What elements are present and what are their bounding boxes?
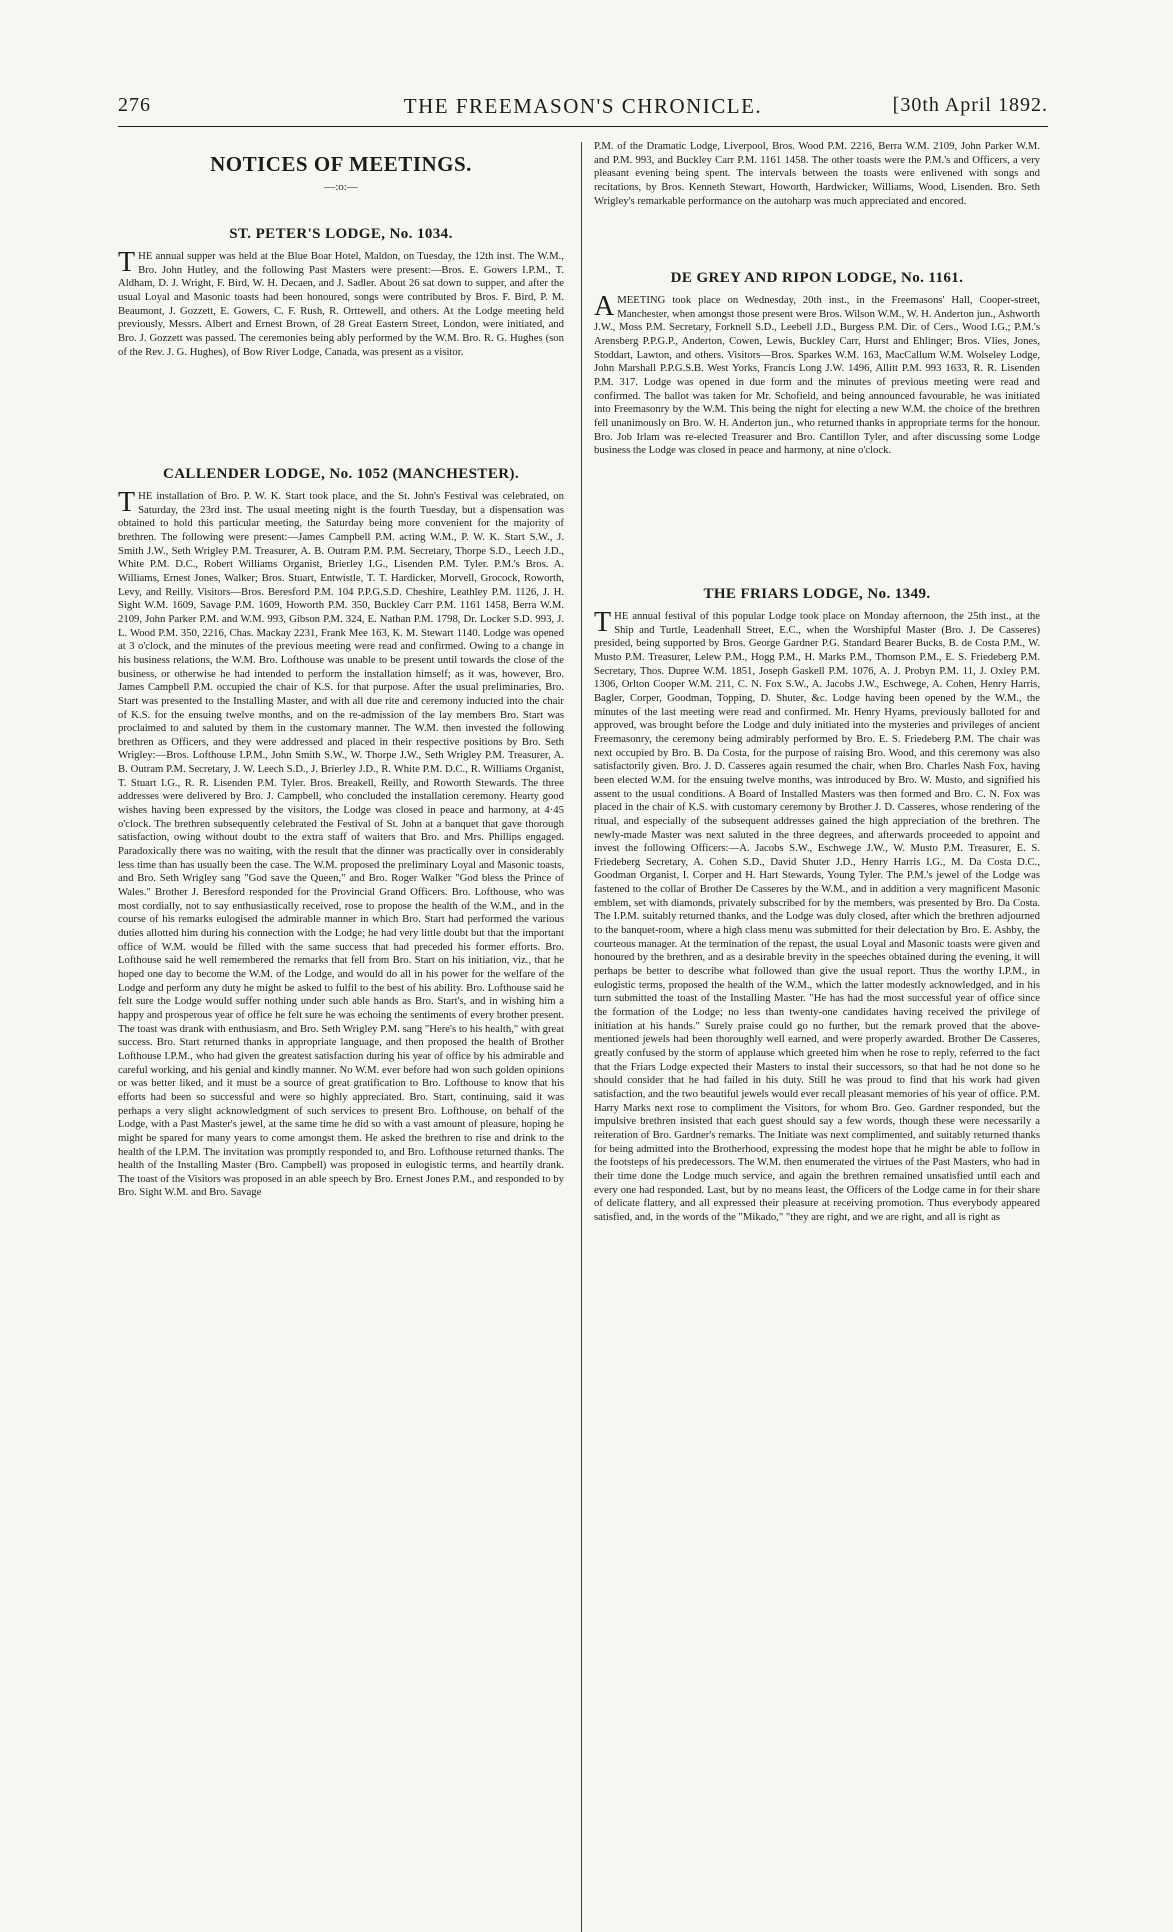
article-title: ST. PETER'S LODGE, No. 1034. — [229, 226, 453, 242]
article-continuation — [594, 140, 1040, 208]
article-body: THE installation of Bro. P. W. K. Start took place, and the St. John's Festival was celebrated, on Saturday, the 23rd inst. The usual meeting night is the fourth Tuesday, but a dispensation was obtained to hold this particular meeting, the Saturday being more convenient for the majority of brethren. The following were present:—James Campbell P.M. acting W.M., P. W. K. Start S.W., J. Smith J.W., Seth Wrigley P.M. Treasurer, A. B. Outram P.M. P.M. Secretary, Thorpe S.D., Leech J.D., White P.M. D.C., Robert Williams Organist, Brierley I.G., Lisenden P.M. Tyler. P.M.'s Bros. A. Williams, Ernest Jones, Walker; Bros. Stuart, Entwistle, T. T. Hardicker, Morvell, Grocock, Roworth, Levy, and Reilly. Visitors—Bros. Beresford P.M. 104 P.P.G.S.D. Cheshire, Leathley P.M. 1126, J. H. Sight W.M. 1609, Savage P.M. 1609, Howorth P.M. 350, Buckley Carr P.M. 1161 1458, Berra W.M. 2109, John Parker P.M. and W.M. 993, Gibson P.M. 324, E. Nathan P.M. 1798, Dr. Locker S.D. 993, J. L. Wood P.M. 350, 2216, Chas. Mackay 2231, Frank Mee 163, K. M. Stewart 1140. Lodge was opened at 3 o'clock, and the minutes of the previous meeting were read and confirmed. Owing to a change in his business relations, the W.M. Bro. Lofthouse was unable to be present until towards the close of the business, or otherwise he had intended to perform the installation himself; as it was, however, Bro. James Campbell P.M. occupied the chair of K.S. for that purpose. After the usual preliminaries, Bro. Start was presented to the Installing Master, and with all due rite and ceremony inducted into the chair of K.S. for the ensuing twelve months, and on the re-admission of the lay members Bro. Start was proclaimed to and saluted by them in the customary manner. The W.M. then invested the following brethren as Officers, and they were addressed and placed in their respective positions by Bro. Seth Wrigley:—Bros. Lofthouse I.P.M., John Smith S.W., W. Thorpe J.W., Seth Wrigley P.M. Treasurer, A. B. Outram P.M. Secretary, J. W. Leech S.D., J. Brierley J.D., R. White P.M. D.C., R. Williams Organist, T. Stuart I.G., R. R. Lisenden P.M. Tyler. Bros. Breakell, Reilly, and Roworth Stewards. The three addresses were delivered by Bro. J. Campbell, who concluded the installation ceremony. Hearty good wishes having been expressed by the visitors, the Lodge was closed in peace and harmony, at 4·45 o'clock. The brethren subsequently celebrated the Festival of St. John at a banquet that gave thorough satisfaction, owing without doubt to the extra staff of waiters that Bro. and Mrs. Phillips engaged. Paradoxically there was no waiting, with the result that the dinner was practically over in considerably less time than has usually been the case. The W.M. proposed the preliminary Loyal and Masonic toasts, and Bro. Seth Wrigley sang "God save the Queen," and Bro. Roger Walker "God bless the Prince of Wales." Brother J. Beresford responded for the Provincial Grand Officers. Bro. Lofthouse, who was most cordially, not to say enthusiastically received, rose to propose the health of the W.M., and in the course of his remarks eulogised the admirable manner in which Bro. Start had performed the various duties allotted him during his connection with the Lodge; he had very little doubt but that the important office of W.M. would be filled with the same success that had preceded his former efforts. Bro. Lofthouse said he well remembered the remarks that fell from Bro. Start on his initiation, viz., that he hoped one day to become the W.M. of the Lodge, and would do all in his power for the welfare of the Lodge and perform any duty he might be asked to fulfil to the best of his ability. Bro. Lofthouse said he felt sure the Lodge would suffer nothing under such able hands as Bro. Start's, and in wishing him a happy and prosperous year of office he felt sure he was echoing the sentiments of every brother present. The toast was drank with enthusiasm, and Bro. Seth Wrigley P.M. sang "Here's to his health," with great success. Bro. Start returned thanks in appropriate language, and then proposed the health of Brother Lofthouse I.P.M., who had given the greatest satisfaction during his year of office by his admirable and careful working, and his genial and kindly manner. No W.M. ever before had won such golden opinions or was better liked, and it must be a source of great gratification to Bro. Lofthouse to know that his efforts had been so successful and were so highly appreciated. Bro. Start, continuing, said it was perhaps a very slight acknowledgment of such services to present Bro. Lofthouse, on behalf of the Lodge, with a Past Master's jewel, at the same time he did so with a vast amount of pleasure, hoping he might be spared for many years to come amongst them. He asked the brethren to rise and drink to the health of the I.P.M. The invitation was promptly responded to, and Bro. Lofthouse returned thanks. The health of the Installing Master (Bro. Campbell) was proposed in eulogistic terms, and heartily drank. The toast of the Visitors was proposed in an able speech by Bro. Ernest Jones P.M., and responded to by Bro. Sight W.M. and Bro. Savage — [118, 487, 564, 1199]
article-st-peters — [118, 226, 564, 359]
article-body: AMEETING took place on Wednesday, 20th inst., in the Freemasons' Hall, Cooper-street, Manchester, when amongst those present were Bros. Wilson W.M., W. H. Anderton jun., Ashworth J.W., Moss P.M. Secretary, Forknell S.D., Leebell J.D., Burgess P.M. Dir. of Cers., Wood I.G.; P.M.'s Arensberg P.P.G.P., Anderton, Cowen, Lewis, Buckley Carr, Hurst and Ehlinger; Bros. Vlies, Jones, Stoddart, Lawton, and others. Visitors—Bros. Sparkes W.M. 163, MacCallum W.M. Wolseley Lodge, John Marshall P.P.G.S.B. West Yorks, Francis Long J.W. 1496, Allitt P.M. 993 1633, R. R. Lisenden P.M. 317. Lodge was opened in due form and the minutes of previous meeting were read and confirmed. The ballot was taken for Mr. Schofield, and being announced favourable, he was initiated into Freemasonry by the W.M. This being the night for electing a new W.M. the choice of the brethren fell unanimously on Bro. W. H. Anderton jun., who returned thanks in appropriate terms for the honour. Bro. Job Irlam was re-elected Treasurer and Bro. Cantillon Tyler, and after discussing some Lodge business the Lodge was closed in peace and harmony, at nine o'clock. — [594, 291, 1040, 457]
section-separator: —:o:— — [324, 181, 358, 193]
article-de-grey — [594, 270, 1040, 458]
article-title: DE GREY AND RIPON LODGE, No. 1161. — [670, 270, 964, 286]
column-divider — [581, 142, 582, 1932]
notices-header — [118, 152, 564, 203]
article-body: THE annual festival of this popular Lodge took place on Monday afternoon, the 25th inst., at the Ship and Turtle, Leadenhall Street, E.C., when the Worshipful Master (Bro. J. De Casseres) presided, being supported by Bros. George Gardner P.G. Standard Bearer Bucks, B. de Costa P.M., W. Musto P.M. Treasurer, Lelew P.M., Hogg P.M., H. Marks P.M., Thomson P.M., E. S. Friedeberg P.M. Secretary, Thos. Dupree W.M. 1851, Joseph Gaskell P.M. 1076, A. J. Probyn P.M. 11, J. Oxley P.M. 1306, Orlton Cooper W.M. 211, C. N. Fox S.W., A. Jacobs J.W., Eschwege, A. Cohen, Henry Harris, Bagler, Corper, Goodman, Topping, D. Shuter, &c. Lodge having been opened by the W.M., the minutes of the last meeting were read and confirmed. Mr. Henry Hyams, previously balloted for and approved, was brought before the Lodge and duly initiated into the mysteries and privileges of ancient Freemasonry, the ceremony being admirably performed by Bro. E. S. Friedeberg P.M. The chair was next occupied by Bro. B. Da Costa, for the purpose of raising Bro. Wood, and this ceremony was also satisfactorily given. Bro. J. D. Casseres again resumed the chair, when Bro. Charles Nash Fox, having been elected W.M. for the ensuing twelve months, was introduced by Bro. W. Musto, and signified his assent to the usual conditions. A Board of Installed Masters was then formed and Bro. C. N. Fox was placed in the chair of K.S. with customary ceremony by Brother J. D. Casseres, whose rendering of the ritual, and especially of the subsequent addresses gained the high appreciation of the brethren. The newly-made Master was next saluted in the three degrees, and afterwards proceeded to appoint and invest the following Officers:—A. Jacobs S.W., Eschwege J.W., W. Musto P.M. Treasurer, E. S. Friedeberg Secretary, A. Cohen S.D., David Shuter J.D., Henry Harris I.G., M. Da Costa D.C., Goodman Organist, I. Corper and H. Hart Stewards, Young Tyler. The P.M.'s jewel of the Lodge was fastened to the collar of Brother De Casseres by the W.M., and in addition a very magnificent Masonic emblem, set with diamonds, privately subscribed for by the members, was presented by Bro. Da Costa. The I.P.M. suitably returned thanks, and the Lodge was duly closed, after which the brethren adjourned to the banquet-room, where a high class menu was submitted for their delectation by Bro. E. Ashby, the courteous manager. At the termination of the repast, the usual Loyal and Masonic toasts were given and honoured by the brethren, and as a desirable brevity in the speeches obtained during the evening, it will perhaps be better to describe what followed than give the usual report. Thus the worthy I.P.M., in eulogistic terms, proposed the health of the W.M., which the latter modestly acknowledged, and in his turn submitted the toast of the Installing Master. "He has had the most successful year of office since the formation of the Lodge; no less than twenty-one candidates having received the privilege of initiation at his hands." Surely praise could go no further, but the remark proved that the above-mentioned jewels had been thoroughly well earned, and were properly awarded. Brother De Casseres, greatly confused by the storm of applause which greeted him when he rose to reply, referred to the fact that the Friars Lodge expected their Masters to instal their successors, so that had he not done so he should consider that he had failed in his duty. Still he was proud to find that his work had given satisfaction, and the two beautiful jewels would ever recall pleasant memories of his year of office. P.M. Harry Marks next rose to compliment the Visitors, for whom Bro. Geo. Gardner responded, but the impulsive brethren insisted that each guest should say a few words, though these were necessarily a reiteration of Bro. Gardner's remarks. The Initiate was next complimented, and suitably returned thanks for being admitted into the Brotherhood, expressing the modest hope that he might be able to follow in the footsteps of his predecessors. The W.M. then enumerated the virtues of the Past Masters, who had in their time done the Lodge much service, and again the brethren remained unsatisfied until each and every one had responded. Last, but by no means least, the Officers of the Lodge came in for their share of delicate flattery, and all expressed their pleasure at receiving promotion. Thus everybody appeared satisfied, and, in the words of the "Mikado," "they are right, and we are right, and all is right as — [594, 607, 1040, 1223]
article-title: CALLENDER LODGE, No. 1052 (MANCHESTER). — [162, 466, 520, 482]
newspaper-page — [118, 92, 1048, 1223]
article-body: THE annual supper was held at the Blue Boar Hotel, Maldon, on Tuesday, the 12th inst. The W.M., Bro. John Hutley, and the following Past Masters were present:—Bros. E. Gowers I.P.M., T. Aldham, D. J. Wright, F. Bird, W. H. Decaen, and J. Sadler. About 26 sat down to supper, and after the usual Loyal and Masonic toasts had been honoured, songs were contributed by Bros. F. Bird, P. M. Beaumont, J. Gozzett, E. Gowers, C. F. Rush, R. Orttewell, and others. At the Lodge meeting held previously, Messrs. Albert and Ernest Brown, of 28 Great Eastern Street, London, were initiated, and Bro. J. Gozzett was passed. The ceremonies being ably performed by the W.M. Bro. R. G. Hughes (son of the Rev. J. G. Hughes), of Bow River Lodge, Canada, was present as a visitor. — [118, 247, 564, 358]
publication-title: THE FREEMASON'S CHRONICLE. — [403, 94, 763, 118]
issue-date: [30th April 1892. — [892, 94, 1048, 116]
masthead — [118, 92, 1048, 127]
article-body: P.M. of the Dramatic Lodge, Liverpool, Bros. Wood P.M. 2216, Berra W.M. 2109, John Parker W.M. and P.M. 993, and Buckley Carr P.M. 1161 1458. The other toasts were the P.M.'s and Officers, a very pleasant evening being spent. The intervals between the toasts were enlivened with songs and recitations, by Bros. Kenneth Stewart, Howorth, Hardwicker, Williams, Wood, Lisenden. Bro. Seth Wrigley's remarkable performance on the autoharp was much appreciated and encored. — [594, 140, 1040, 207]
article-title: THE FRIARS LODGE, No. 1349. — [703, 586, 931, 602]
page-number: 276 — [118, 94, 151, 116]
article-friars — [594, 586, 1040, 1225]
section-title: NOTICES OF MEETINGS. — [210, 152, 472, 176]
article-callender — [118, 466, 564, 1200]
